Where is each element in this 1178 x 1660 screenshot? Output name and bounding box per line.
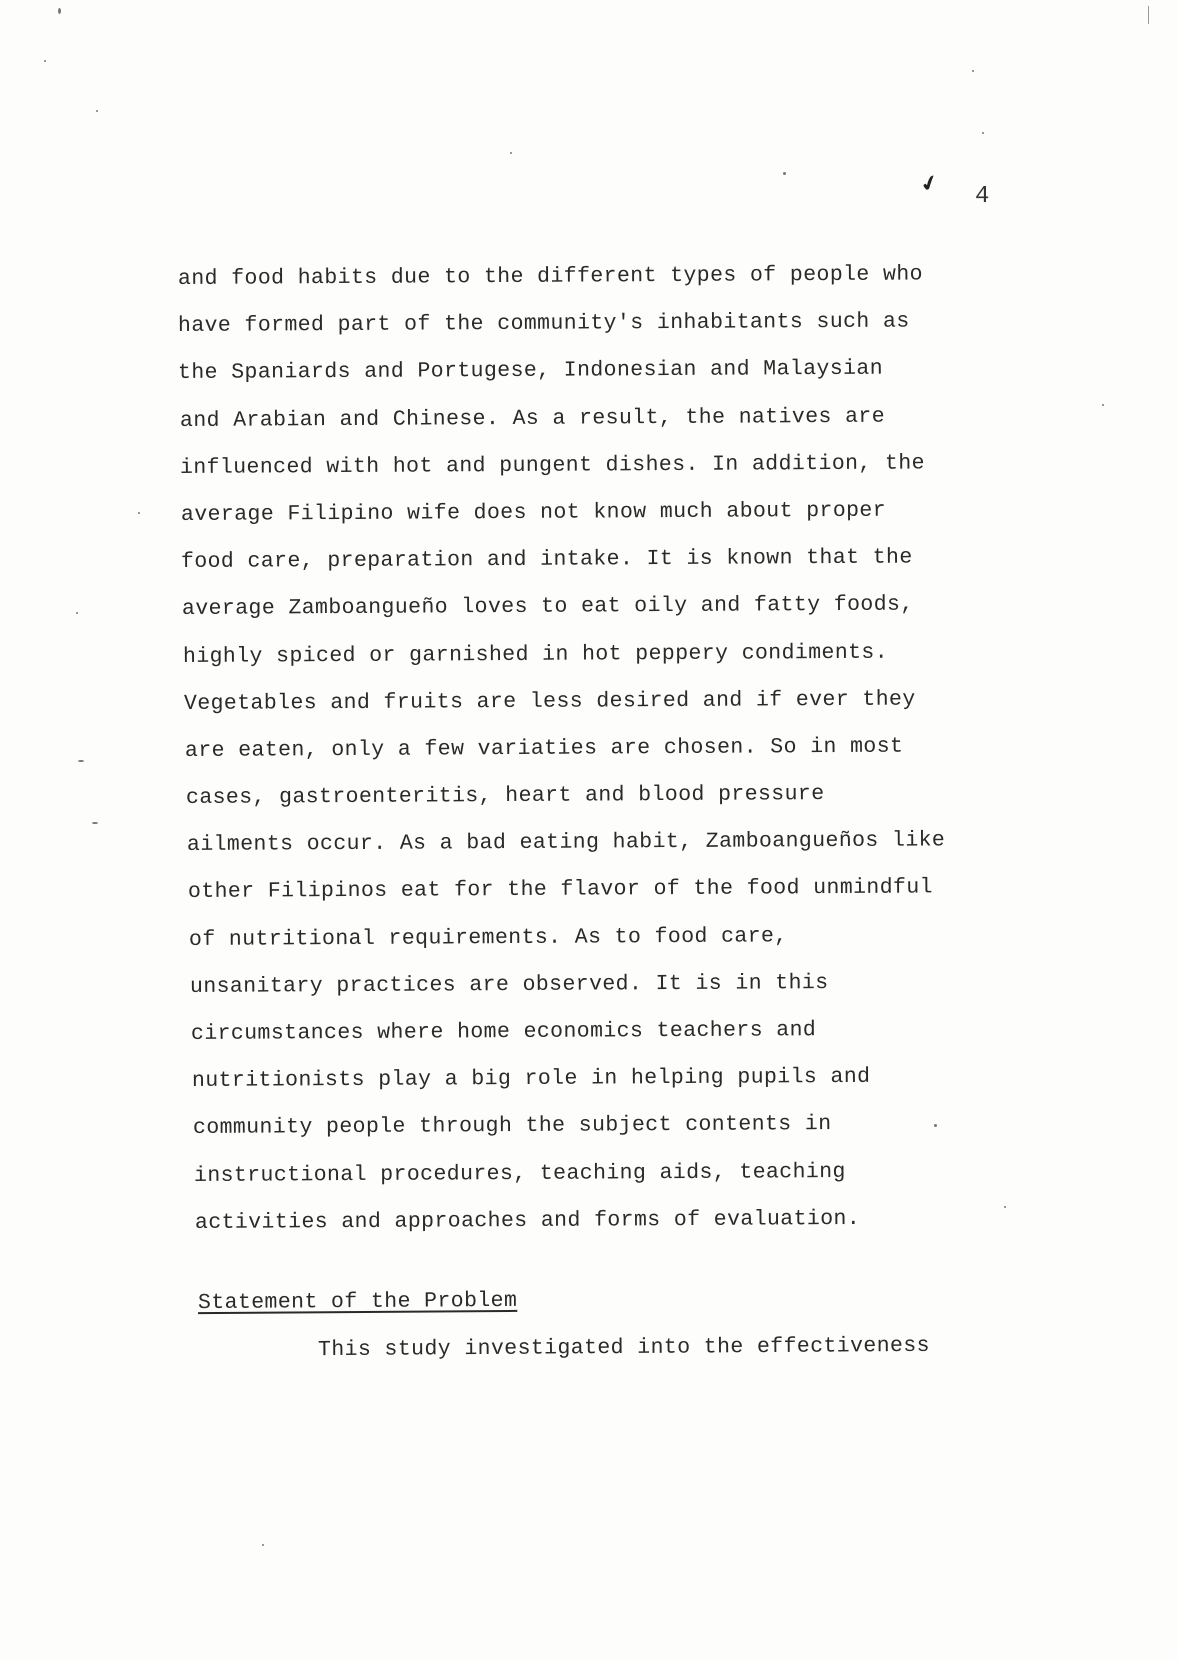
scan-speck (78, 760, 84, 762)
text-line: unsanitary practices are observed. It is in this (189, 970, 829, 999)
scan-speck (262, 1544, 264, 1546)
text-line: the Spaniards and Portugese, Indonesian and Malaysian (177, 357, 884, 386)
scan-speck (96, 110, 98, 112)
text-line: circumstances where home economics teachers and (190, 1018, 817, 1046)
scan-speck (92, 822, 98, 824)
scan-speck (510, 152, 512, 154)
text-line: instructional procedures, teaching aids, teaching (193, 1159, 846, 1188)
scan-speck (58, 8, 61, 14)
text-line: of nutritional requirements. As to food care, (188, 923, 788, 952)
text-line: community people through the subject contents in (192, 1112, 832, 1141)
text-line: Vegetables and fruits are less desired and if ever they (183, 687, 916, 716)
scan-speck (138, 512, 140, 514)
scan-speck (1004, 1206, 1006, 1208)
body-paragraph (178, 256, 1058, 1247)
text-line: average Zamboangueño loves to eat oily and fatty foods, (181, 592, 914, 622)
scan-edge-mark (1148, 6, 1149, 24)
scan-speck (972, 70, 974, 72)
scan-speck (44, 60, 46, 62)
text-line: highly spiced or garnished in hot peppery condiments. (182, 640, 889, 669)
text-line: food care, preparation and intake. It is known that the (180, 545, 913, 575)
scan-speck (1102, 404, 1104, 406)
text-line: ailments occur. As a bad eating habit, Zamboangueños like (186, 828, 946, 858)
text-line: other Filipinos eat for the flavor of the food unmindful (187, 875, 933, 905)
scan-speck (783, 172, 786, 175)
text-line: and food habits due to the different types of people who (177, 262, 923, 291)
text-line: are eaten, only a few variaties are chosen. So in most (184, 734, 904, 763)
scan-speck (934, 1124, 937, 1127)
check-mark-icon: ✔ (918, 169, 942, 200)
continuation-line: This study investigated into the effectiveness (317, 1333, 930, 1363)
scan-speck (982, 132, 984, 134)
page-number: 4 (975, 183, 990, 210)
text-line: activities and approaches and forms of evaluation. (194, 1206, 861, 1235)
section-heading: Statement of the Problem (197, 1288, 518, 1316)
text-line: and Arabian and Chinese. As a result, the natives are (179, 404, 886, 433)
text-line: have formed part of the community's inhabitants such as (177, 309, 910, 339)
text-line: cases, gastroenteritis, heart and blood pressure (185, 782, 825, 811)
text-line: average Filipino wife does not know much about proper (180, 498, 887, 527)
scan-speck (76, 612, 78, 614)
text-line: influenced with hot and pungent dishes. In addition, the (179, 451, 925, 480)
scan-footer-text (6, 1648, 8, 1655)
text-line: nutritionists play a big role in helping pupils and (191, 1065, 871, 1094)
